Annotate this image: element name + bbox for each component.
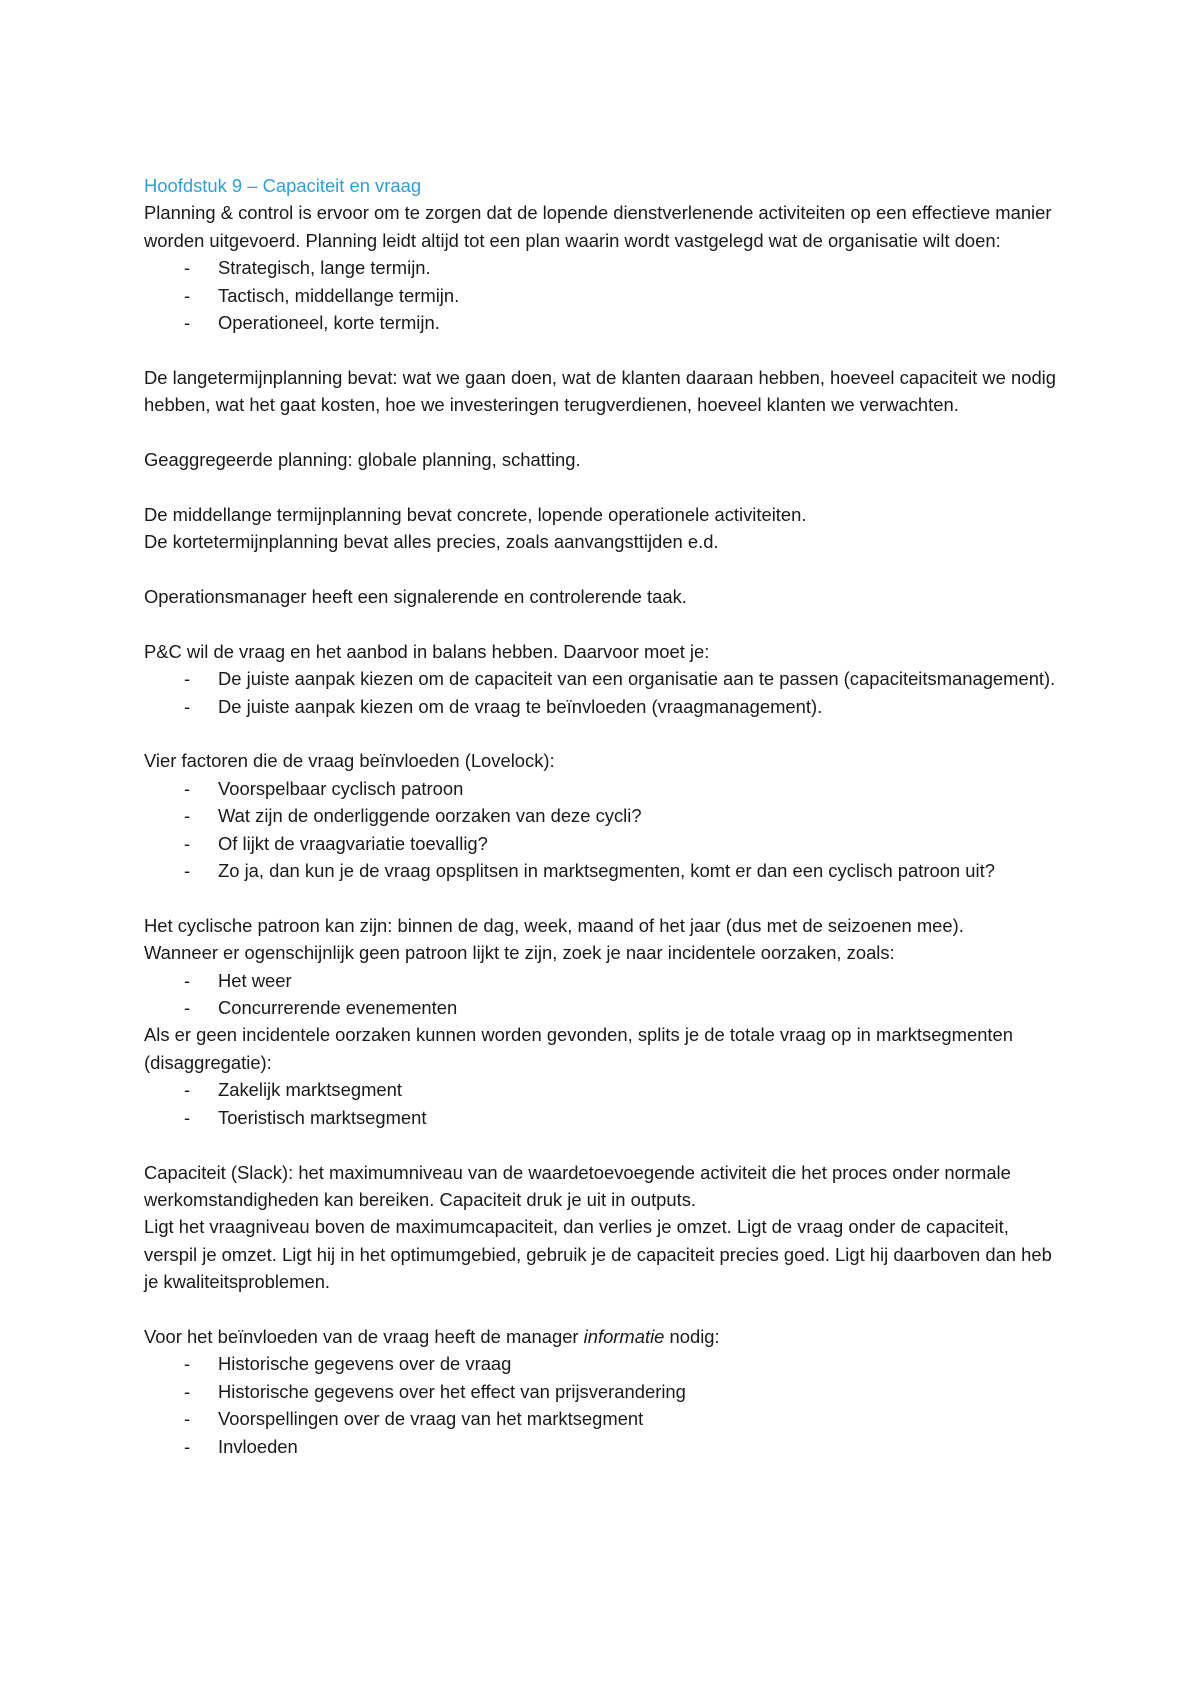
bullet-dash: - xyxy=(184,805,191,827)
bullet-dash: - xyxy=(184,1435,191,1457)
emphasis-informatie: informatie xyxy=(583,1325,665,1347)
list-item: - Strategisch, lange termijn. xyxy=(144,254,1064,281)
bullet-dash: - xyxy=(184,1408,191,1430)
four-factors-paragraph: Vier factoren die de vraag beïnvloeden (Lovelock): xyxy=(144,750,555,772)
bullet-dash: - xyxy=(184,1106,191,1128)
ops-manager-paragraph: Operationsmanager heeft een signalerende en controlerende taak. xyxy=(144,586,687,608)
bullet-dash: - xyxy=(184,695,191,717)
bullet-dash: - xyxy=(184,832,191,854)
list-item: - Zo ja, dan kun je de vraag opsplitsen in marktsegmenten, komt er dan een cyclisch patroon uit? xyxy=(144,857,1064,884)
information-list xyxy=(144,1350,1064,1460)
list-item: - Operationeel, korte termijn. xyxy=(144,309,1064,336)
factors-list xyxy=(144,775,1064,885)
bullet-dash: - xyxy=(184,1380,191,1402)
bullet-dash: - xyxy=(184,1079,191,1101)
chapter-heading: Hoofdstuk 9 – Capaciteit en vraag xyxy=(144,175,422,196)
bullet-dash: - xyxy=(184,257,191,279)
list-item: - Het weer xyxy=(144,967,1064,994)
list-item: - Concurrerende evenementen xyxy=(144,994,1064,1021)
list-item: - Historische gegevens over het effect van prijsverandering xyxy=(144,1378,1064,1405)
short-term-paragraph: De kortetermijnplanning bevat alles precies, zoals aanvangsttijden e.d. xyxy=(144,531,719,553)
bullet-dash: - xyxy=(184,284,191,306)
disaggregation-paragraph: Als er geen incidentele oorzaken kunnen worden gevonden, splits je de totale vraag op in marktsegmenten (disaggregatie): xyxy=(144,1024,1013,1073)
list-item: - Tactisch, middellange termijn. xyxy=(144,282,1064,309)
list-item: - Voorspelbaar cyclisch patroon xyxy=(144,775,1064,802)
information-paragraph: Voor het beïnvloeden van de vraag heeft de manager informatie nodig: xyxy=(144,1325,720,1347)
list-item: - Zakelijk marktsegment xyxy=(144,1076,1064,1103)
planning-levels-list xyxy=(144,254,1064,336)
list-item: - Voorspellingen over de vraag van het marktsegment xyxy=(144,1405,1064,1432)
intro-paragraph: Planning & control is ervoor om te zorgen dat de lopende dienstverlenende activiteiten op een effectieve manier worden uitgevoerd. Planning leidt altijd tot een plan waarin wordt vastgelegd wat de organisatie wilt doen: xyxy=(144,202,1052,251)
bullet-dash: - xyxy=(184,1353,191,1375)
no-pattern-paragraph: Wanneer er ogenschijnlijk geen patroon lijkt te zijn, zoek je naar incidentele oorzaken, zoals: xyxy=(144,942,895,964)
list-item: - Historische gegevens over de vraag xyxy=(144,1350,1064,1377)
mid-term-paragraph: De middellange termijnplanning bevat concrete, lopende operationele activiteiten. xyxy=(144,503,807,525)
list-item: - De juiste aanpak kiezen om de vraag te beïnvloeden (vraagmanagement). xyxy=(144,693,1064,720)
document-body xyxy=(144,172,1064,1460)
long-term-paragraph: De langetermijnplanning bevat: wat we gaan doen, wat de klanten daaraan hebben, hoeveel capaciteit we nodig hebben, wat het gaat kosten, hoe we investeringen terugverdienen, hoeveel klanten we verwachten. xyxy=(144,366,1056,416)
list-item: - Of lijkt de vraagvariatie toevallig? xyxy=(144,830,1064,857)
bullet-dash: - xyxy=(184,668,191,690)
incidental-causes-list xyxy=(144,967,1064,1022)
cyclic-pattern-paragraph: Het cyclische patroon kan zijn: binnen de dag, week, maand of het jaar (dus met de seizoenen mee). xyxy=(144,914,964,936)
pc-approach-list xyxy=(144,665,1064,720)
demand-level-paragraph: Ligt het vraagniveau boven de maximumcapaciteit, dan verlies je omzet. Ligt de vraag onder de capaciteit, verspil je omzet. Ligt hij in het optimumgebied, gebruik je de capaciteit precies goed. Ligt hij daarboven dan heb je kwaliteitsproblemen. xyxy=(144,1216,1052,1293)
bullet-dash: - xyxy=(184,969,191,991)
list-item: - Toeristisch marktsegment xyxy=(144,1104,1064,1131)
aggregated-paragraph: Geaggregeerde planning: globale planning, schatting. xyxy=(144,449,581,471)
bullet-dash: - xyxy=(184,312,191,334)
pc-balance-paragraph: P&C wil de vraag en het aanbod in balans hebben. Daarvoor moet je: xyxy=(144,640,710,662)
bullet-dash: - xyxy=(184,777,191,799)
capacity-definition-paragraph: Capaciteit (Slack): het maximumniveau van de waardetoevoegende activiteit die het proces onder normale werkomstandigheden kan bereiken. Capaciteit druk je uit in outputs. xyxy=(144,1161,1011,1210)
bullet-dash: - xyxy=(184,860,191,882)
list-item: - De juiste aanpak kiezen om de capaciteit van een organisatie aan te passen (capaciteitsmanagement). xyxy=(144,665,1064,692)
market-segment-list xyxy=(144,1076,1064,1131)
bullet-dash: - xyxy=(184,997,191,1019)
list-item: - Invloeden xyxy=(144,1433,1064,1460)
list-item: - Wat zijn de onderliggende oorzaken van deze cycli? xyxy=(144,802,1064,829)
